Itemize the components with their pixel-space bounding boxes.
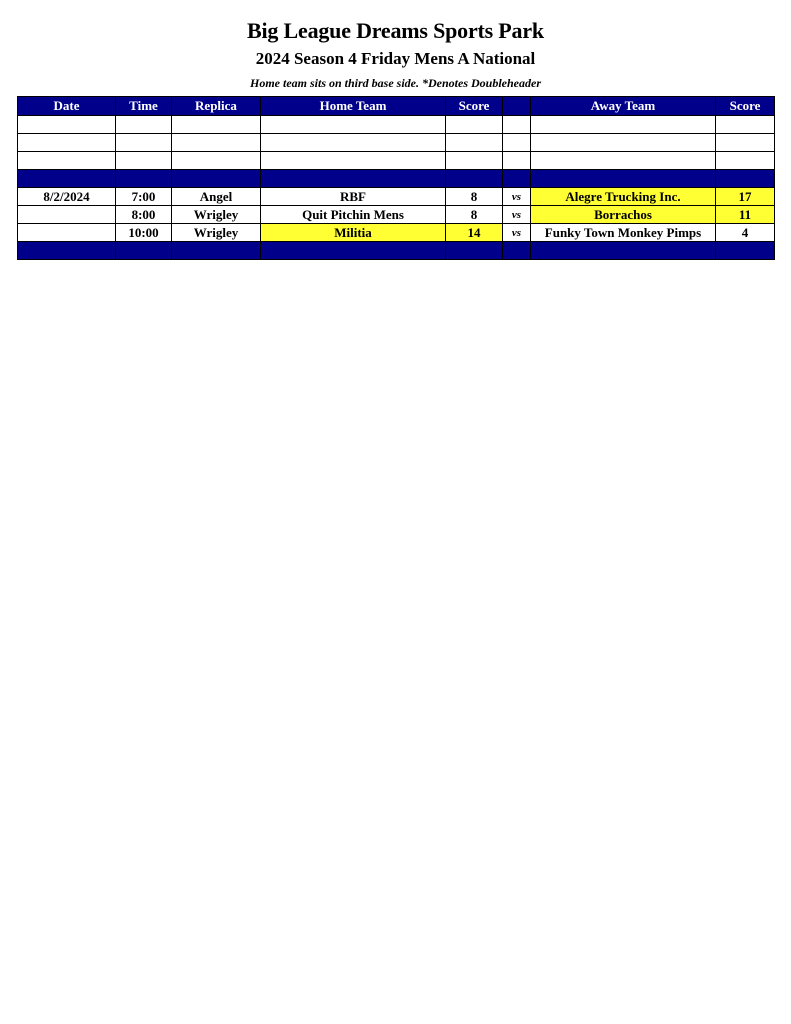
column-header-vs	[503, 97, 531, 116]
game-replica: Wrigley	[172, 224, 261, 242]
home-score: 8	[446, 188, 503, 206]
away-team: Funky Town Monkey Pimps	[531, 224, 716, 242]
home-score: 14	[446, 224, 503, 242]
column-header-date: Date	[18, 97, 116, 116]
column-header-time: Time	[116, 97, 172, 116]
page-subtitle: 2024 Season 4 Friday Mens A National	[255, 49, 536, 68]
page-title: Big League Dreams Sports Park	[247, 18, 544, 43]
home-team: RBF	[261, 188, 446, 206]
table-row	[18, 188, 775, 206]
schedule-table	[17, 96, 775, 260]
game-time: 10:00	[116, 224, 172, 242]
away-team: Borrachos	[531, 206, 716, 224]
table-row-empty	[18, 134, 775, 152]
game-date	[18, 206, 116, 224]
home-score: 8	[446, 206, 503, 224]
vs-label: vs	[503, 206, 531, 224]
column-header-away-score: Score	[716, 97, 775, 116]
away-score: 17	[716, 188, 775, 206]
page-note: Home team sits on third base side. *Denotes Doubleheader	[250, 76, 541, 90]
table-separator-row	[18, 242, 775, 260]
column-header-away-team: Away Team	[531, 97, 716, 116]
vs-label: vs	[503, 188, 531, 206]
home-team: Quit Pitchin Mens	[261, 206, 446, 224]
column-header-replica: Replica	[172, 97, 261, 116]
table-header-row	[18, 97, 775, 116]
game-date	[18, 224, 116, 242]
column-header-home-score: Score	[446, 97, 503, 116]
away-team: Alegre Trucking Inc.	[531, 188, 716, 206]
table-separator-row	[18, 170, 775, 188]
game-date: 8/2/2024	[18, 188, 116, 206]
game-replica: Wrigley	[172, 206, 261, 224]
home-team: Militia	[261, 224, 446, 242]
column-header-home-team: Home Team	[261, 97, 446, 116]
vs-label: vs	[503, 224, 531, 242]
away-score: 11	[716, 206, 775, 224]
game-replica: Angel	[172, 188, 261, 206]
table-row-empty	[18, 116, 775, 134]
table-row	[18, 206, 775, 224]
table-row	[18, 224, 775, 242]
game-time: 7:00	[116, 188, 172, 206]
game-time: 8:00	[116, 206, 172, 224]
away-score: 4	[716, 224, 775, 242]
table-row-empty	[18, 152, 775, 170]
